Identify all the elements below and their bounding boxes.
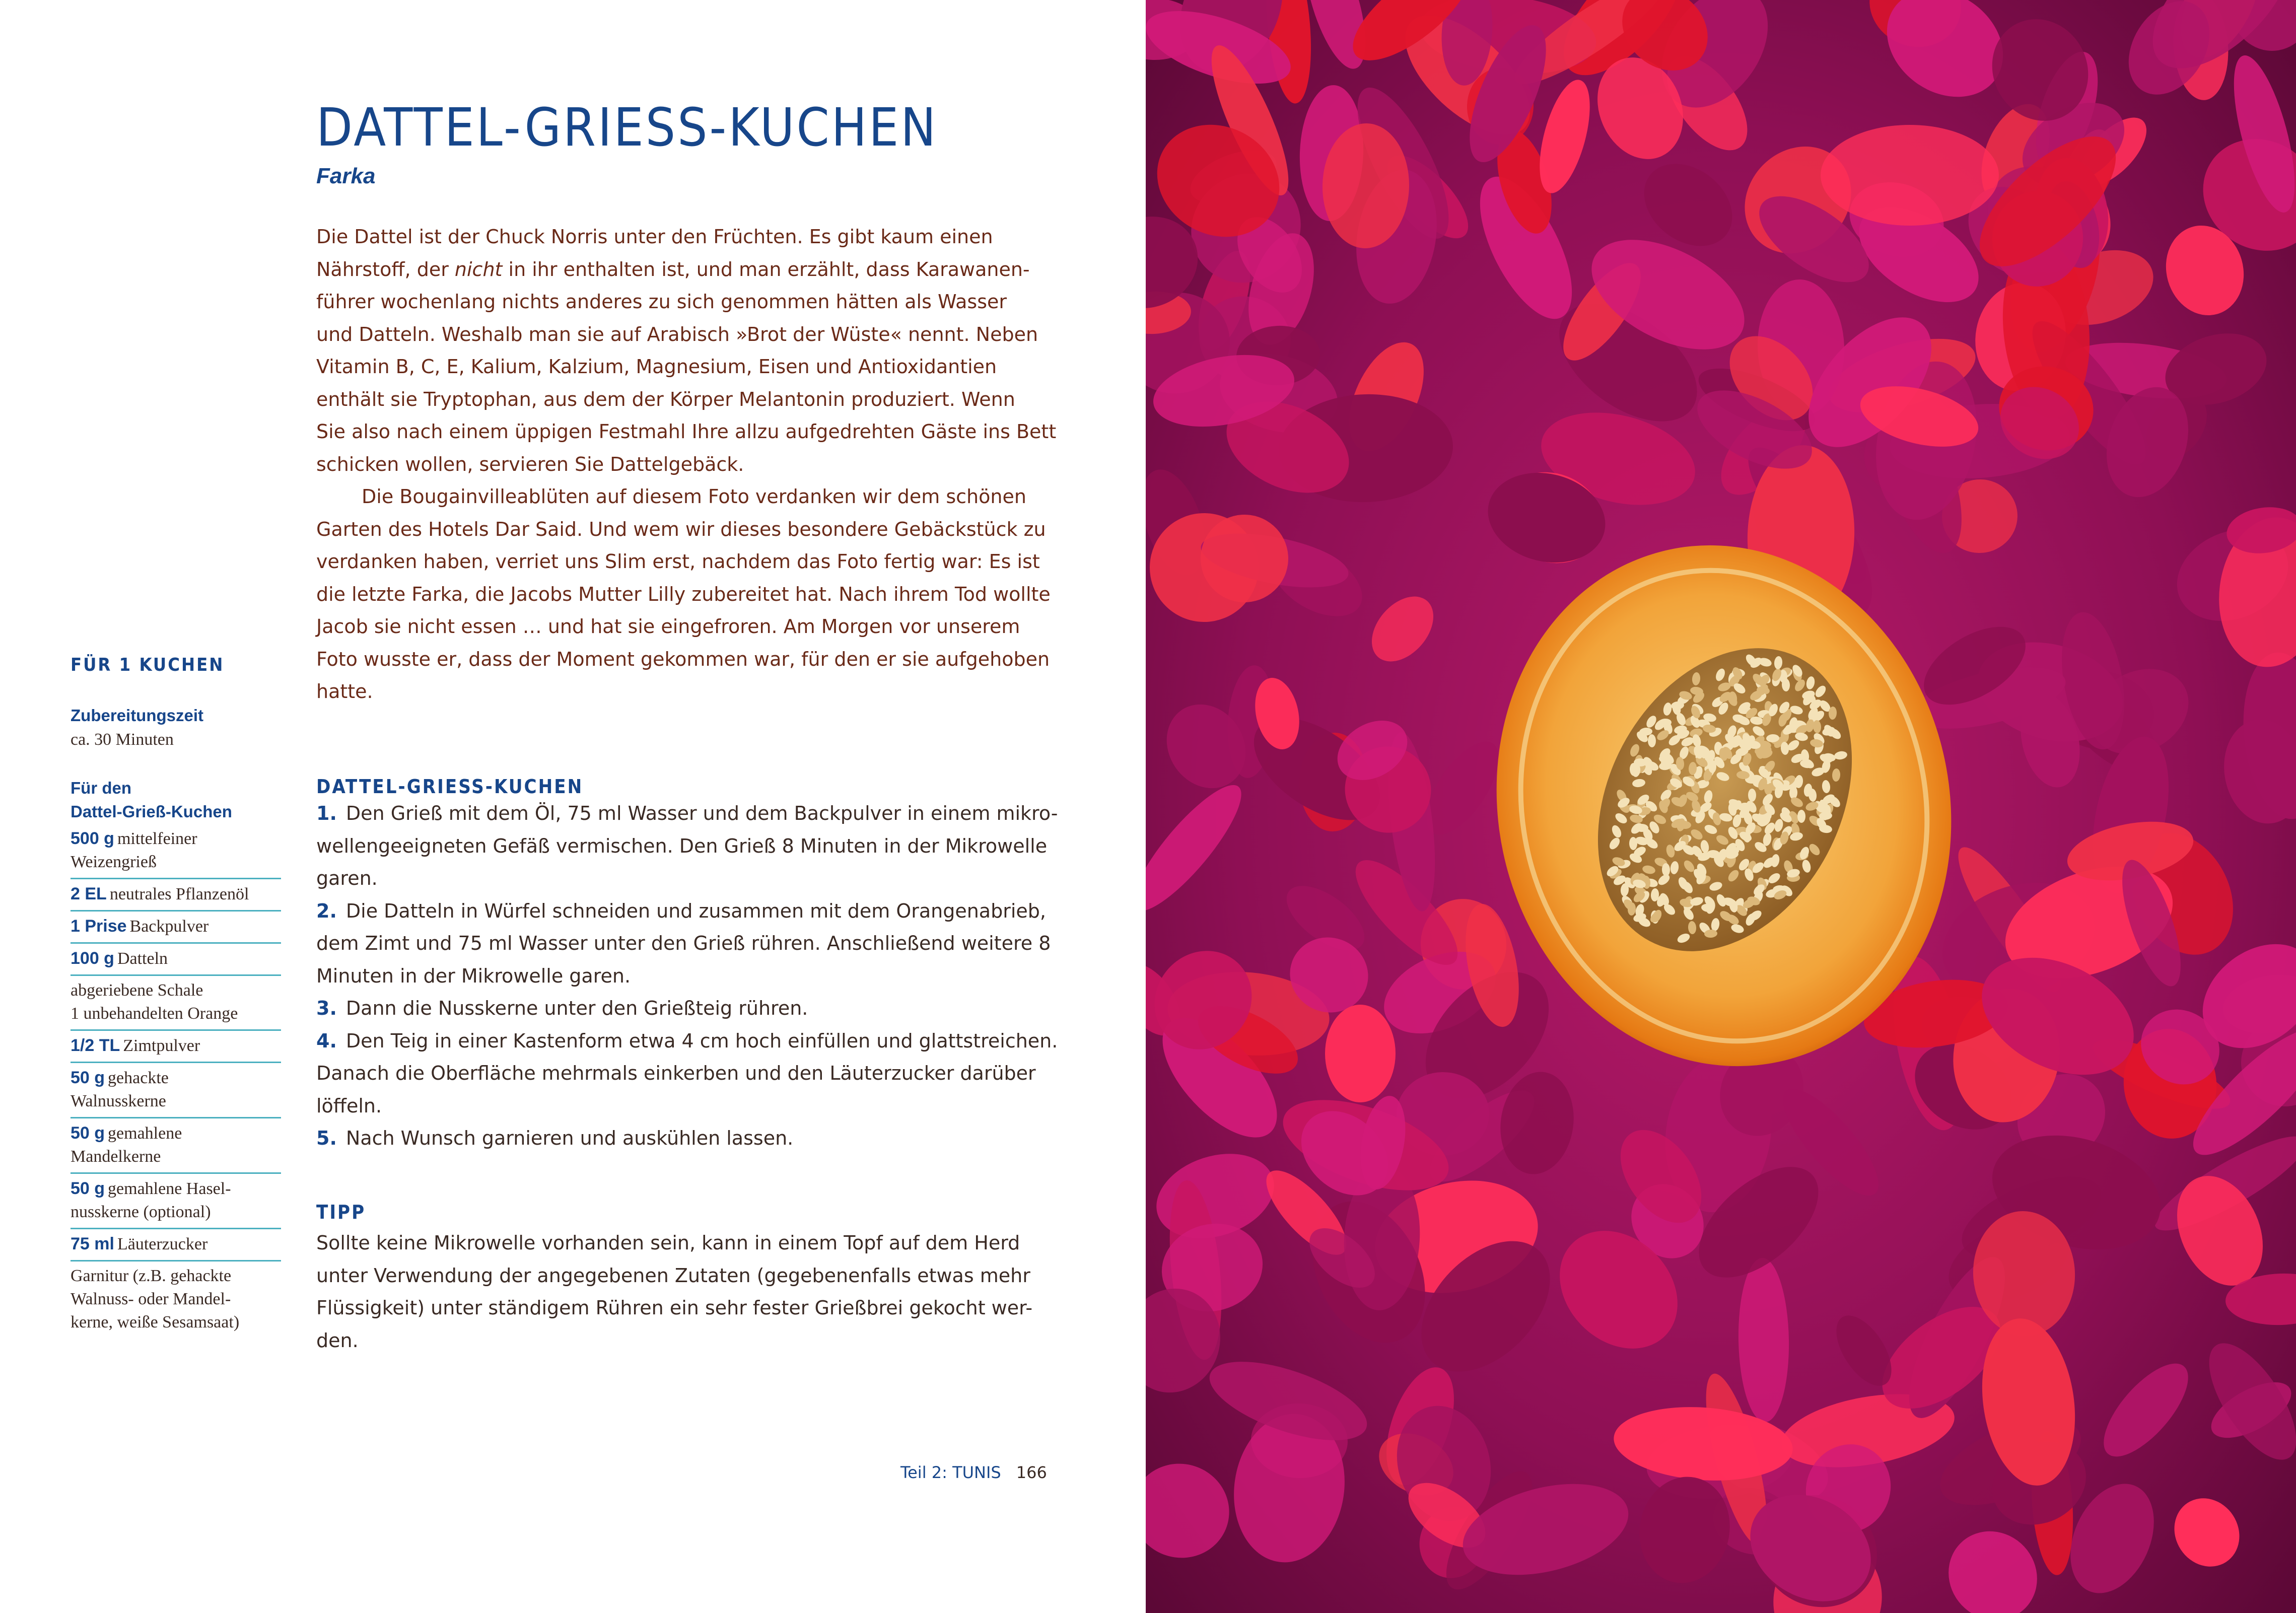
ingredient-item: 75 ml Läuterzucker xyxy=(71,1229,281,1261)
page-footer xyxy=(900,1463,1047,1482)
text-line: verdanken haben, verriet uns Slim erst, nachdem das Foto fertig war: Es ist xyxy=(316,550,1040,573)
bougainvillea-photo xyxy=(1146,0,2296,1613)
step-line: garen. xyxy=(316,867,378,889)
petal xyxy=(1325,1005,1396,1102)
ingredient-amount: 1 Prise xyxy=(71,917,127,936)
method-step xyxy=(316,895,1051,993)
step-number: 5. xyxy=(316,1127,337,1149)
left-page xyxy=(0,0,1146,1613)
step-line: 2. Die Datteln in Würfel schneiden und zusammen mit dem Orangenabrieb, xyxy=(316,899,1046,922)
step-line: löffeln. xyxy=(316,1094,382,1117)
ingredient-amount: 100 g xyxy=(71,949,114,968)
text-line: Foto wusste er, dass der Moment gekommen war, für den er sie aufgehoben xyxy=(316,648,1050,670)
method-step xyxy=(316,992,1047,1025)
intro-text xyxy=(316,221,1057,708)
text-line: Vitamin B, C, E, Kalium, Kalzium, Magnesium, Eisen und Antioxidantien xyxy=(316,356,997,378)
method-steps xyxy=(316,797,1058,1155)
ingredient-amount: 75 ml xyxy=(71,1234,114,1253)
page-number: 166 xyxy=(1016,1463,1047,1482)
text-line: Die Bougainvilleablüten auf diesem Foto verdanken wir dem schönen xyxy=(362,485,1026,508)
ingredient-amount: 500 g xyxy=(71,829,114,848)
ingredient-group-label-1: Für den xyxy=(71,779,131,797)
step-line: 1. Den Grieß mit dem Öl, 75 ml Wasser und dem Backpulver in einem mikro- xyxy=(316,802,1058,824)
text-line: und Datteln. Weshalb man sie auf Arabisch »Brot der Wüste« nennt. Neben xyxy=(316,323,1038,345)
text-line: führer wochenlang nichts anderes zu sich genommen hätten als Wasser xyxy=(316,291,1007,313)
ingredient-item: 1 Prise Backpulver xyxy=(71,911,281,944)
ingredient-item: 2 EL neutrales Pflanzenöl xyxy=(71,879,281,911)
tip-heading: TIPP xyxy=(316,1201,366,1223)
sesame-seed xyxy=(1797,810,1805,823)
step-line: 5. Nach Wunsch garnieren und auskühlen lassen. xyxy=(316,1127,794,1149)
tip-line: den. xyxy=(316,1329,359,1352)
ingredient-item: 50 g gehackte Walnusskerne xyxy=(71,1063,281,1118)
text-line: Nährstoff, der nicht in ihr enthalten ist, und man erzählt, dass Karawanen- xyxy=(316,258,1030,280)
text-line: schicken wollen, servieren Sie Dattelgebäck. xyxy=(316,453,744,475)
method-step xyxy=(316,1025,1058,1123)
method-heading: DATTEL-GRIESS-KUCHEN xyxy=(316,776,584,798)
ingredient-amount: 50 g xyxy=(71,1179,105,1198)
ingredient-item: 500 g mittelfeiner Weizengrieß xyxy=(71,824,281,879)
tip-line: Flüssigkeit) unter ständigem Rühren ein sehr fester Grießbrei gekocht wer- xyxy=(316,1297,1033,1319)
step-line: dem Zimt und 75 ml Wasser unter den Grieß rühren. Anschließend weitere 8 xyxy=(316,932,1051,954)
text-line: enthält sie Tryptophan, aus dem der Körper Melantonin produziert. Wenn xyxy=(316,388,1015,410)
right-page xyxy=(1146,0,2296,1613)
text-line: Die Dattel ist der Chuck Norris unter den Früchten. Es gibt kaum einen xyxy=(316,226,993,248)
step-number: 1. xyxy=(316,802,337,824)
ingredient-item: 1/2 TL Zimtpulver xyxy=(71,1031,281,1063)
recipe-title: DATTEL-GRIESS-KUCHEN xyxy=(316,97,938,158)
text-line: Garten des Hotels Dar Said. Und wem wir dieses besondere Gebäckstück zu xyxy=(316,518,1046,540)
ingredient-item: abgeriebene Schale 1 unbehandelten Orange xyxy=(71,976,281,1031)
ingredient-item: 100 g Datteln xyxy=(71,944,281,976)
step-line: wellengeeigneten Gefäß vermischen. Den Grieß 8 Minuten in der Mikrowelle xyxy=(316,834,1048,857)
method-step xyxy=(316,1122,1047,1155)
ingredient-amount: 1/2 TL xyxy=(71,1036,120,1055)
method-step xyxy=(316,797,1058,895)
ingredient-item: 50 g gemahlene Mandelkerne xyxy=(71,1118,281,1174)
step-number: 4. xyxy=(316,1029,337,1052)
recipe-subtitle: Farka xyxy=(316,164,376,188)
step-line: Danach die Oberfläche mehrmals einkerben und den Läuterzucker darüber xyxy=(316,1062,1036,1084)
step-number: 3. xyxy=(316,997,337,1019)
step-line: 3. Dann die Nusskerne unter den Grießteig rühren. xyxy=(316,997,808,1019)
ingredient-item: 50 g gemahlene Hasel- nusskerne (optional) xyxy=(71,1174,281,1229)
footer-part: Teil 2: TUNIS xyxy=(900,1463,1001,1482)
text-line: die letzte Farka, die Jacobs Mutter Lilly zubereitet hat. Nach ihrem Tod wollte xyxy=(316,583,1051,605)
prep-time-label: Zubereitungszeit xyxy=(71,706,204,725)
intro-paragraph-2 xyxy=(316,480,1051,708)
text-line: hatte. xyxy=(316,680,373,703)
ingredient-item: Garnitur (z.B. gehackte Walnuss- oder Mandel- kerne, weiße Sesamsaat) xyxy=(71,1267,240,1331)
tip-line: Sollte keine Mikrowelle vorhanden sein, kann in einem Topf auf dem Herd xyxy=(316,1232,1020,1254)
step-number: 2. xyxy=(316,899,337,922)
tip-line: unter Verwendung der angegebenen Zutaten (gegebenenfalls etwas mehr xyxy=(316,1264,1030,1287)
step-line: 4. Den Teig in einer Kastenform etwa 4 cm hoch einfüllen und glattstreichen. xyxy=(316,1029,1058,1052)
ingredient-list xyxy=(71,824,281,1338)
step-line: Minuten in der Mikrowelle garen. xyxy=(316,964,631,987)
ingredient-amount: 50 g xyxy=(71,1068,105,1087)
text-line: Sie also nach einem üppigen Festmahl Ihre allzu aufgedrehten Gäste ins Bett xyxy=(316,420,1057,443)
intro-paragraph-1 xyxy=(316,221,1057,480)
text-line: Jacob sie nicht essen … und hat sie eingefroren. Am Morgen vor unserem xyxy=(316,615,1020,638)
tip-text xyxy=(316,1227,1047,1357)
ingredient-amount: 50 g xyxy=(71,1124,105,1143)
yield-heading: FÜR 1 KUCHEN xyxy=(71,655,225,675)
petal xyxy=(1821,125,1999,226)
ingredient-amount: 2 EL xyxy=(71,884,107,903)
prep-time-value: ca. 30 Minuten xyxy=(71,730,174,749)
ingredient-group-label-2: Dattel-Grieß-Kuchen xyxy=(71,802,232,821)
